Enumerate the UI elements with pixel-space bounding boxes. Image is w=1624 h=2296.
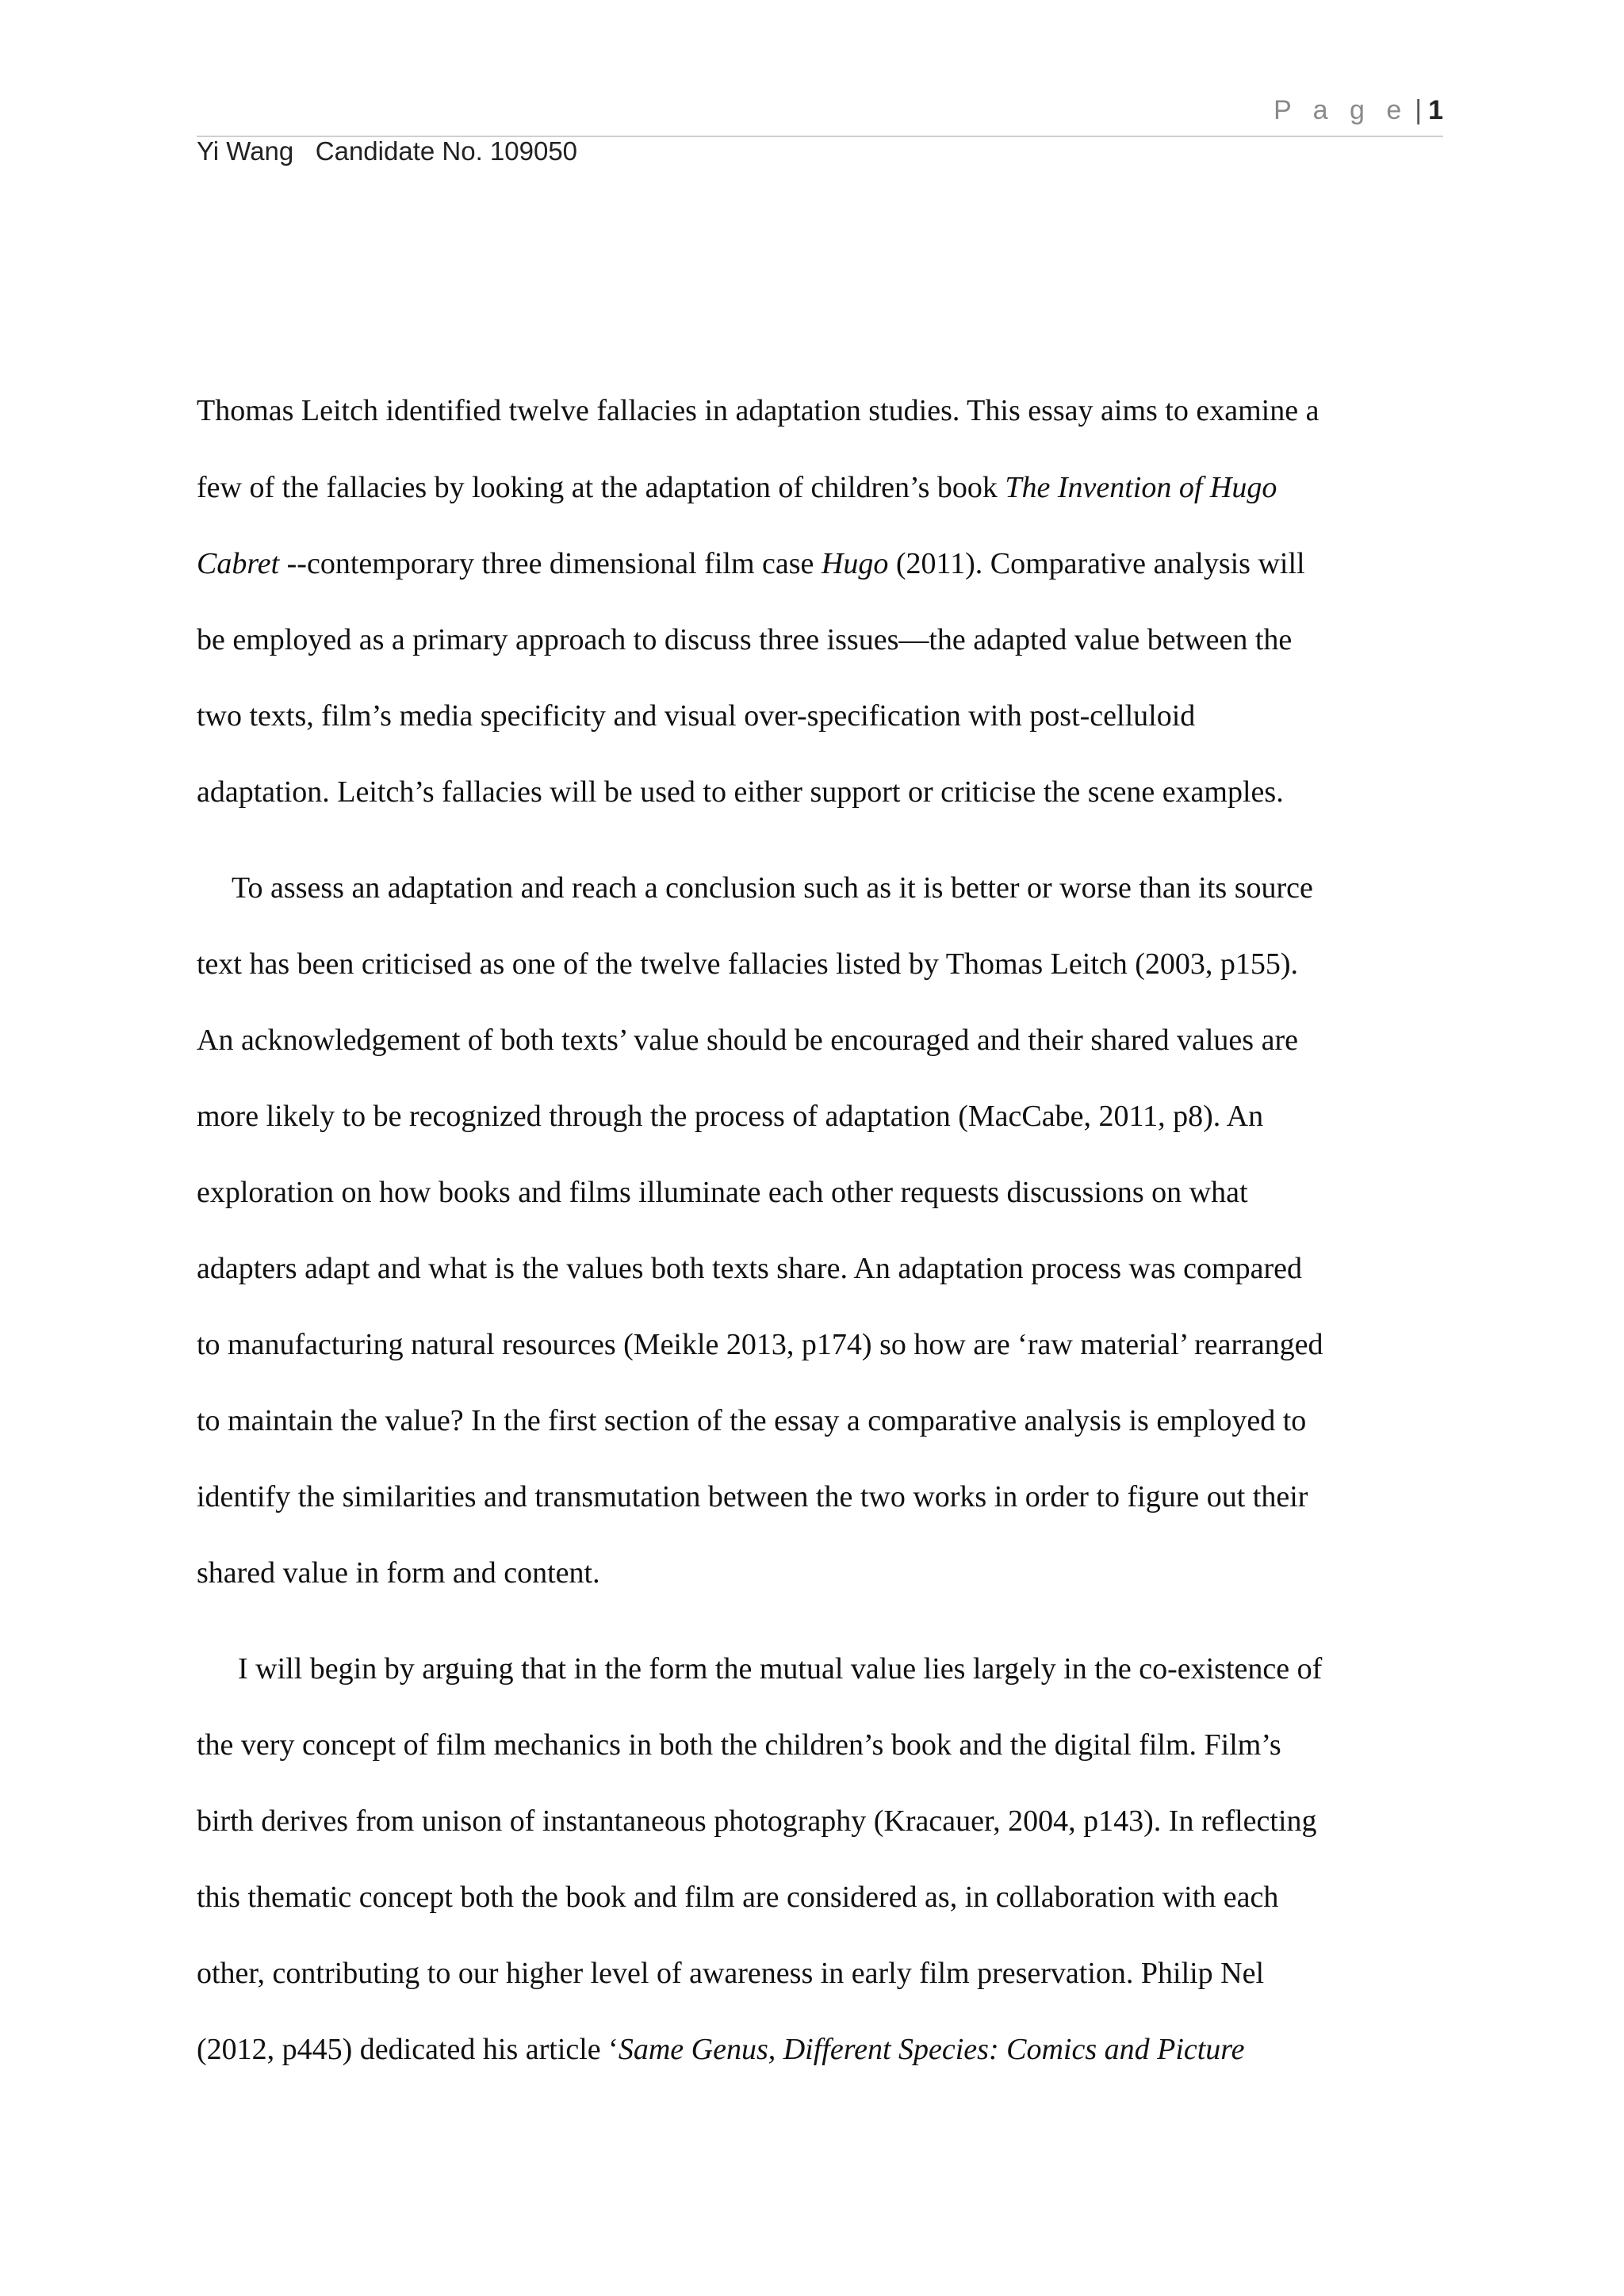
p2-line-5: exploration on how books and films illuminate each other requests discussions on what xyxy=(197,1176,1248,1209)
p2-line-4: more likely to be recognized through the process of adaptation (MacCabe, 2011, p8). An xyxy=(197,1100,1264,1133)
p2-line-10: shared value in form and content. xyxy=(197,1556,600,1590)
page-number-header xyxy=(1274,95,1443,126)
p1-line-3 xyxy=(197,546,1305,581)
p1-line-3-text-a: --contemporary three dimensional film case xyxy=(279,547,822,580)
p1-line-3-text-b: (2011). Comparative analysis will xyxy=(888,547,1305,580)
p2-line-1: To assess an adaptation and reach a conclusion such as it is better or worse than its source xyxy=(232,871,1313,905)
p2-line-8: to maintain the value? In the first section of the essay a comparative analysis is employed to xyxy=(197,1404,1307,1437)
p1-line-6: adaptation. Leitch’s fallacies will be used to either support or criticise the scene examples. xyxy=(197,775,1284,809)
p2-line-7: to manufacturing natural resources (Meikle 2013, p174) so how are ‘raw material’ rearranged xyxy=(197,1328,1323,1361)
page-separator: | xyxy=(1415,95,1423,125)
author-candidate-line: Yi Wang Candidate No. 109050 xyxy=(197,136,578,166)
p2-line-3: An acknowledgement of both texts’ value should be encouraged and their shared values are xyxy=(197,1024,1298,1057)
p2-line-2: text has been criticised as one of the twelve fallacies listed by Thomas Leitch (2003, p155). xyxy=(197,947,1299,981)
page-label: P a g e xyxy=(1274,95,1409,125)
p1-line-2-text: few of the fallacies by looking at the adaptation of children’s book xyxy=(197,471,1005,504)
book-title-italic: The Invention of Hugo xyxy=(1005,471,1277,504)
p1-line-2 xyxy=(197,470,1277,505)
p1-line-5: two texts, film’s media specificity and visual over-specification with post-celluloid xyxy=(197,699,1196,733)
page-number: 1 xyxy=(1428,95,1443,125)
p3-line-1: I will begin by arguing that in the form the mutual value lies largely in the co-existence of xyxy=(238,1652,1323,1686)
p2-line-6: adapters adapt and what is the values both texts share. An adaptation process was compared xyxy=(197,1252,1302,1285)
p3-line-5: other, contributing to our higher level of awareness in early film preservation. Philip Nel xyxy=(197,1957,1265,1990)
book-title-italic-cont: Cabret xyxy=(197,547,280,580)
p3-line-2: the very concept of film mechanics in both the children’s book and the digital film. Film’s xyxy=(197,1728,1281,1762)
p3-line-3: birth derives from unison of instantaneous photography (Kracauer, 2004, p143). In reflecting xyxy=(197,1804,1317,1838)
p3-line-4: this thematic concept both the book and film are considered as, in collaboration with each xyxy=(197,1881,1279,1914)
p3-line-6 xyxy=(197,2032,1245,2067)
p1-line-4: be employed as a primary approach to discuss three issues—the adapted value between the xyxy=(197,623,1293,656)
p1-line-1: Thomas Leitch identified twelve fallacies in adaptation studies. This essay aims to examine a xyxy=(197,394,1320,427)
p2-line-9: identify the similarities and transmutation between the two works in order to figure out their xyxy=(197,1480,1308,1513)
p3-line-6-text: (2012, p445) dedicated his article ‘ xyxy=(197,2033,619,2066)
film-title-italic: Hugo xyxy=(821,547,889,580)
article-title-italic: Same Genus, Different Species: Comics and Picture xyxy=(618,2033,1245,2066)
